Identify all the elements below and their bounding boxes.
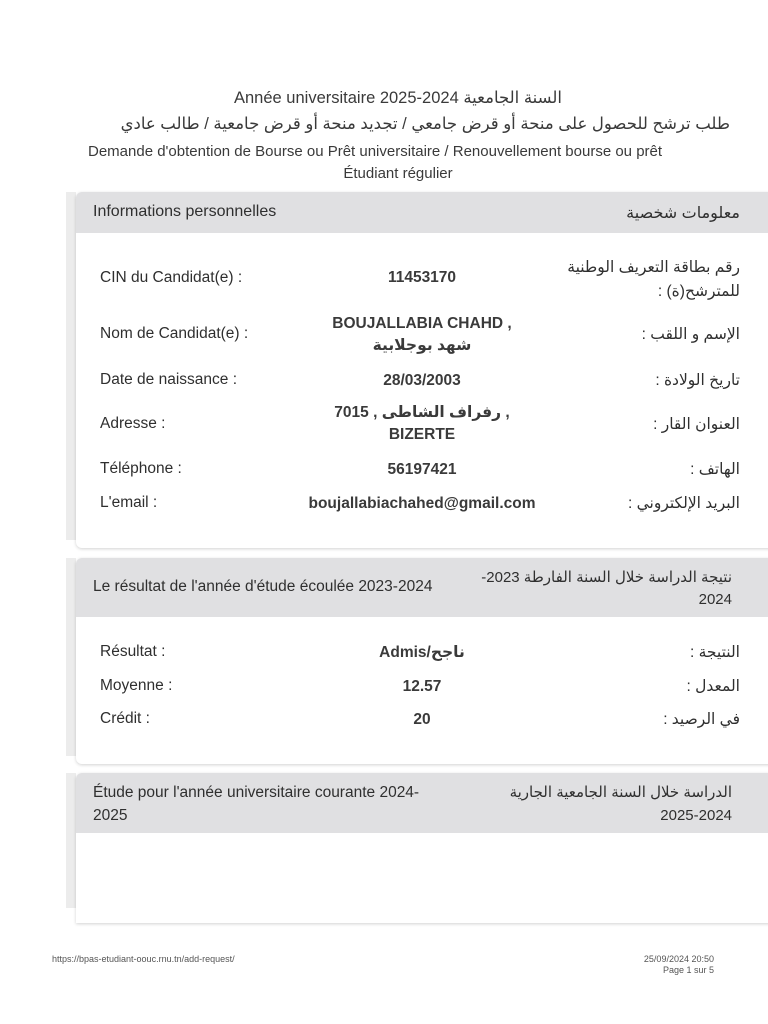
email-value: boujallabiachahed@gmail.com [308,495,536,512]
request-title-french-line1: Demande d'obtention de Bourse ou Prêt universitaire / Renouvellement bourse ou prêt [88,143,663,160]
footer-meta [644,954,714,976]
result-title-ar [481,567,732,611]
address-value-line1: 7015 , رفراف الشاطى , [334,404,510,421]
result-header [76,558,768,617]
study-title-ar-line1: الدراسة خلال السنة الجامعية الجارية [509,784,732,801]
result-value: Admis/ناجح [379,644,465,661]
average-label: Moyenne : [100,677,173,694]
address-value [290,402,554,446]
average-value: 12.57 [402,678,442,695]
study-title-ar-line2: 2025-2024 [660,807,732,824]
cin-label-ar [567,256,740,304]
cin-label: CIN du Candidat(e) : [100,269,243,286]
cin-value: 11453170 [387,269,457,286]
birthdate-label-ar: تاريخ الولادة : [655,372,740,389]
name-value-latin: BOUJALLABIA CHAHD , [332,315,512,332]
personal-info-header [76,192,768,233]
name-row [100,312,740,358]
birthdate-row [100,368,740,394]
personal-info-title-fr: Informations personnelles [93,203,277,220]
address-value-line2: BIZERTE [388,426,456,443]
study-section [76,773,768,923]
section-left-edge [66,558,76,756]
result-label-ar: النتيجة : [690,644,740,661]
name-value-arabic: شهد بوجلابية [372,337,472,354]
section-left-edge [66,192,76,540]
credit-label: Crédit : [100,710,150,727]
footer-url: https://bpas-etudiant-oouc.rnu.tn/add-request/ [52,954,235,964]
credit-row [100,707,740,733]
average-row [100,674,740,700]
result-title-fr: Le résultat de l'année d'étude écoulée 2023-2024 [93,578,433,595]
footer-datetime: 25/09/2024 20:50 [643,954,714,964]
phone-row [100,457,740,483]
address-label: Adresse : [100,415,166,432]
study-header [76,773,768,833]
result-label: Résultat : [100,643,166,660]
section-left-edge [66,773,76,908]
credit-value: 20 [413,711,431,728]
phone-value: 56197421 [387,461,457,478]
result-title-ar-line2: 2024 [698,591,732,608]
result-row [100,640,740,666]
request-title-french [76,141,720,185]
result-section [76,558,768,764]
email-label: L'email : [100,494,158,511]
study-title-fr [93,781,419,827]
phone-label-ar: الهاتف : [690,461,740,478]
study-title-ar [510,781,732,827]
credit-label-ar: في الرصيد : [663,711,740,728]
phone-label: Téléphone : [100,460,182,477]
cin-label-ar-line2: للمترشح(ة) : [657,283,740,300]
personal-info-title-ar: معلومات شخصية [626,205,740,222]
email-label-ar: البريد الإلكتروني : [627,495,740,512]
name-label: Nom de Candidat(e) : [100,325,249,342]
average-label-ar: المعدل : [686,678,740,695]
academic-year-title: Année universitaire 2025-2024 السنة الجامعية [234,89,562,107]
cin-row [100,256,740,302]
cin-label-ar-line1: رقم بطاقة التعريف الوطنية [567,259,740,276]
address-label-ar: العنوان القار : [653,416,740,433]
study-title-fr-line1: Étude pour l'année universitaire courante 2024- [93,784,420,801]
study-title-fr-line2: 2025 [93,807,128,824]
birthdate-label: Date de naissance : [100,371,238,388]
request-title-french-line2: Étudiant régulier [343,165,453,182]
name-value [290,313,554,357]
name-label-ar: الإسم و اللقب : [641,326,740,343]
result-title-ar-line1: نتيجة الدراسة خلال السنة الفارطة 2023- [481,569,732,586]
personal-info-section [76,192,768,548]
address-row [100,400,740,446]
footer-page-number: Page 1 sur 5 [662,965,714,975]
birthdate-value: 28/03/2003 [383,372,461,389]
request-title-arabic-text: طلب ترشح للحصول على منحة أو قرض جامعي / تجديد منحة أو قرض جامعية / طالب عادي [120,115,730,133]
email-row [100,491,740,517]
